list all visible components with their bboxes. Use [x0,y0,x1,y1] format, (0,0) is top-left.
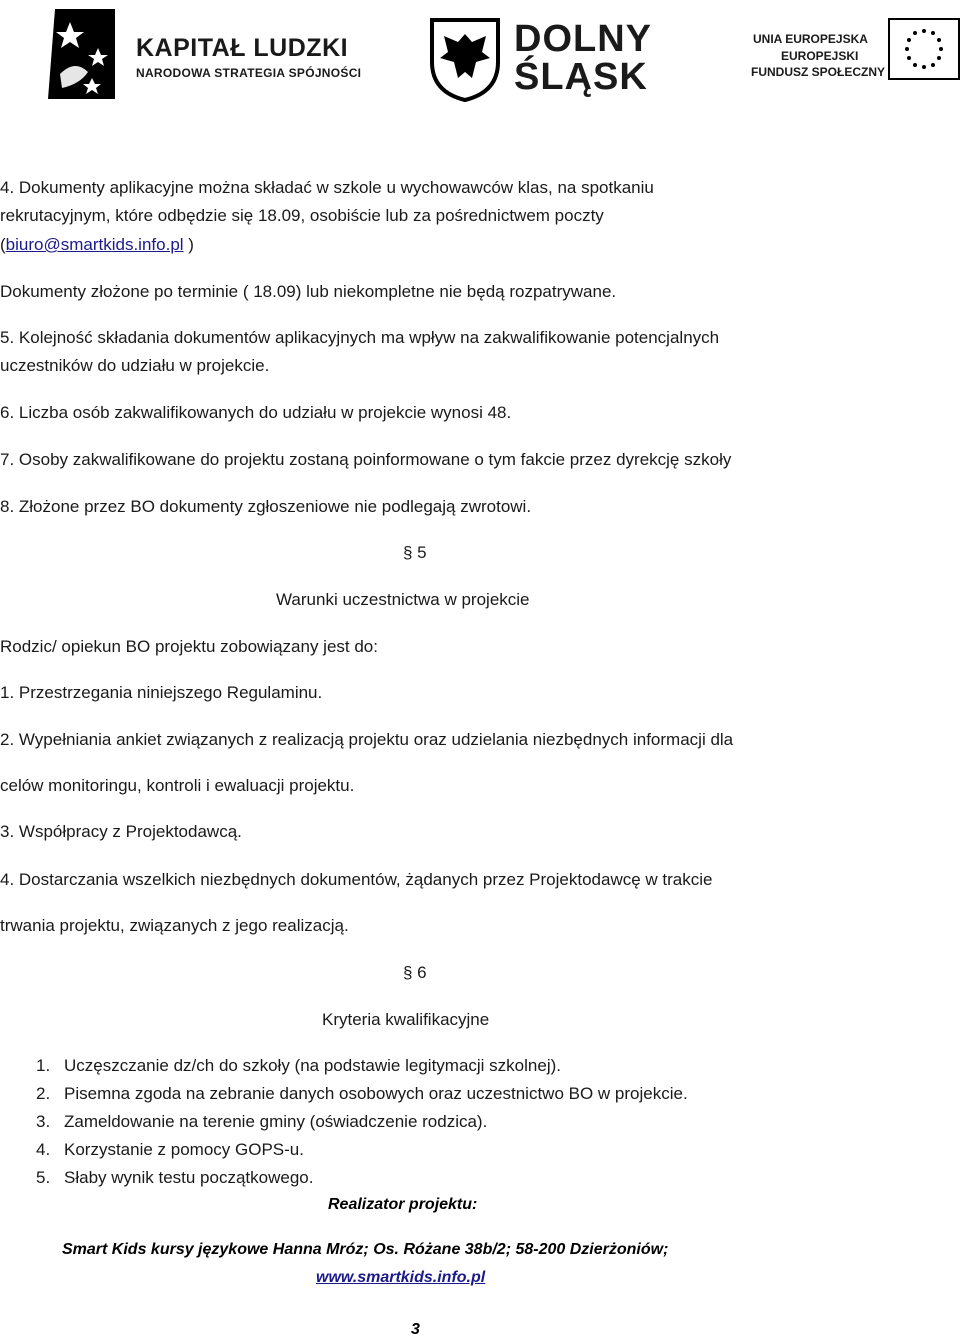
list-item-number: 1. [36,1056,51,1075]
list-item-text: Uczęszczanie dz/ch do szkoły (na podstawie legitymacji szkolnej). [64,1056,561,1075]
para4-line3 [0,235,194,255]
section5-title: Warunki uczestnictwa w projekcie [276,590,530,609]
email-link[interactable]: biuro@smartkids.info.pl [5,235,184,254]
dolny-slask-logo [430,0,670,110]
footer-website-link[interactable]: www.smartkids.info.pl [316,1269,486,1286]
section5-heading: § 5 [403,543,427,562]
list-item-number: 3. [36,1112,51,1131]
para5-line2: uczestników do udziału w projekcie. [0,356,270,375]
list-item [36,1112,487,1132]
ue-efs-logo [745,0,960,110]
list-item-number: 2. [36,1084,51,1103]
list-item [36,1056,561,1076]
list-item-text: Zameldowanie na terenie gminy (oświadczenie rodzica). [64,1112,488,1131]
list-item-number: 5. [36,1168,51,1187]
section6-heading: § 6 [403,963,427,982]
para4-line4: Dokumenty złożone po terminie ( 18.09) lub niekompletne nie będą rozpatrywane. [0,282,617,301]
list-item-number: 4. [36,1140,51,1159]
kapital-ludzki-emblem-icon [40,4,120,104]
list-item [36,1168,313,1188]
footer-company: Smart Kids kursy językowe Hanna Mróz; Os. Różane 38b/2; 58-200 Dzierżoniów; [62,1241,669,1258]
section5-item2b: celów monitoringu, kontroli i ewaluacji projektu. [0,776,355,795]
para4-line1: 4. Dokumenty aplikacyjne można składać w szkole u wychowawców klas, na spotkaniu [0,178,654,197]
ue-line2: EUROPEJSKI [781,49,859,63]
para5-line1: 5. Kolejność składania dokumentów aplikacyjnych ma wpływ na zakwalifikowanie potencjalnych [0,328,720,347]
section5-item4a: 4. Dostarczania wszelkich niezbędnych dokumentów, żądanych przez Projektodawcę w trakcie [0,870,713,889]
list-item [36,1140,304,1160]
section5-item1: 1. Przestrzegania niniejszego Regulaminu. [0,683,323,702]
paren-close: ) [183,235,194,254]
para7: 7. Osoby zakwalifikowane do projektu zostaną poinformowane o tym fakcie przez dyrekcję szkoły [0,450,732,469]
para6: 6. Liczba osób zakwalifikowanych do udziału w projekcie wynosi 48. [0,403,512,422]
footer-label: Realizator projektu: [328,1196,478,1213]
page-number: 3 [411,1321,420,1338]
list-item-text: Pisemna zgoda na zebranie danych osobowych oraz uczestnictwo BO w projekcie. [64,1084,688,1103]
section5-intro: Rodzic/ opiekun BO projektu zobowiązany jest do: [0,637,378,656]
ue-line3: FUNDUSZ SPOŁECZNY [751,65,886,79]
list-item [36,1084,688,1104]
section6-title: Kryteria kwalifikacyjne [322,1010,490,1029]
para4-line2: rekrutacyjnym, które odbędzie się 18.09, osobiście lub za pośrednictwem poczty [0,206,604,225]
para8: 8. Złożone przez BO dokumenty zgłoszeniowe nie podlegają zwrotowi. [0,497,532,516]
ue-line1: UNIA EUROPEJSKA [753,32,868,46]
eagle-crest-icon [430,16,500,102]
kapital-ludzki-title: KAPITAŁ LUDZKI [136,34,349,62]
dolny-slask-line1: DOLNY [514,18,652,60]
list-item-text: Korzystanie z pomocy GOPS-u. [64,1140,304,1159]
kapital-ludzki-logo [40,0,370,110]
kapital-ludzki-subtitle: NARODOWA STRATEGIA SPÓJNOŚCI [136,66,362,80]
paren-open: ( [0,235,6,254]
section5-item3: 3. Współpracy z Projektodawcą. [0,822,242,841]
dolny-slask-line2: ŚLĄSK [514,56,648,98]
section5-item4b: trwania projektu, związanych z jego realizacją. [0,916,349,935]
eu-flag-icon [888,18,960,80]
section5-item2a: 2. Wypełniania ankiet związanych z realizacją projektu oraz udzielania niezbędnych informacji dla [0,730,734,749]
list-item-text: Słaby wynik testu początkowego. [64,1168,314,1187]
